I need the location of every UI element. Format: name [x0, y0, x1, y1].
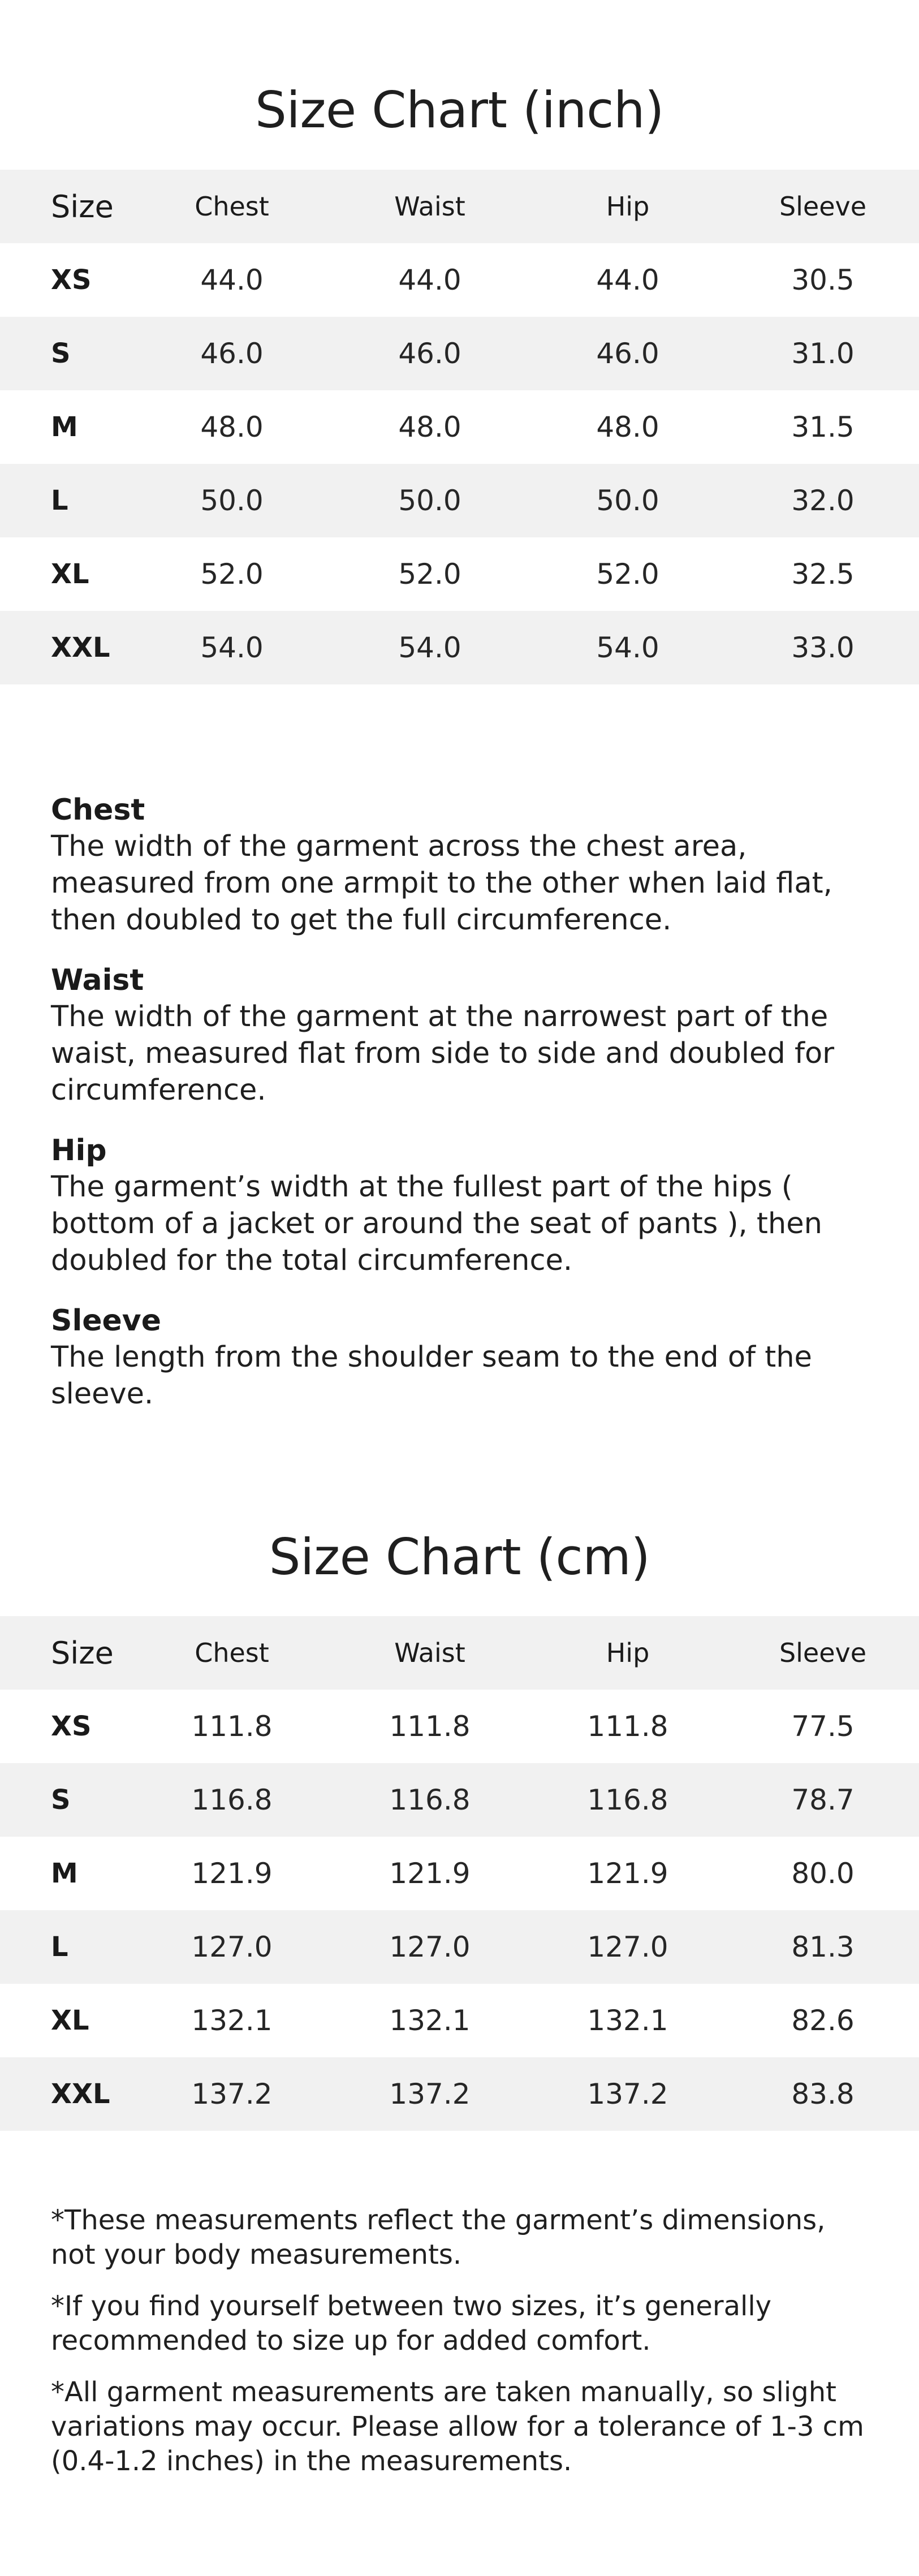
hip-cell: 111.8: [587, 1710, 668, 1743]
size-cell: XL: [51, 2005, 89, 2036]
chest-cell: 121.9: [191, 1857, 273, 1890]
definition-hip: [51, 1132, 877, 1279]
waist-cell: 132.1: [389, 2004, 471, 2037]
inch-header-chest: Chest: [195, 191, 269, 222]
cm-header-waist: Waist: [394, 1638, 465, 1668]
size-cell: XS: [51, 264, 92, 296]
cm-header-hip: Hip: [606, 1638, 650, 1668]
definition-chest: [51, 792, 877, 938]
definition-term: Hip: [51, 1134, 107, 1168]
hip-cell: 137.2: [587, 2078, 668, 2110]
sleeve-cell: 33.0: [791, 631, 855, 664]
cm-header-size: Size: [51, 1635, 114, 1671]
table-row: [0, 1837, 919, 1910]
size-cell: XS: [51, 1711, 92, 1742]
sleeve-cell: 78.7: [791, 1784, 855, 1816]
chest-cell: 44.0: [200, 264, 264, 296]
waist-cell: 54.0: [398, 631, 461, 664]
size-cell: L: [51, 1931, 68, 1963]
definition-text: The garment’s width at the fullest part of the hips ( bottom of a jacket or around the seat of pants ), then doubled for the total circumference.: [51, 1170, 822, 1277]
chest-cell: 137.2: [191, 2078, 273, 2110]
size-cell: XXL: [51, 632, 110, 664]
hip-cell: 44.0: [596, 264, 659, 296]
cm-header-sleeve: Sleeve: [779, 1638, 867, 1668]
sleeve-cell: 77.5: [791, 1710, 855, 1743]
hip-cell: 48.0: [596, 411, 659, 443]
inch-header-waist: Waist: [394, 191, 465, 222]
sleeve-cell: 83.8: [791, 2078, 855, 2110]
sleeve-cell: 32.5: [791, 558, 855, 591]
sleeve-cell: 31.5: [791, 411, 855, 443]
waist-cell: 50.0: [398, 484, 461, 517]
size-cell: XL: [51, 558, 89, 590]
sleeve-cell: 31.0: [791, 337, 855, 370]
sleeve-cell: 32.0: [791, 484, 855, 517]
definition-sleeve: [51, 1303, 877, 1412]
table-row: [0, 243, 919, 317]
measurement-definitions: [51, 792, 877, 1436]
sleeve-cell: 81.3: [791, 1931, 855, 1963]
waist-cell: 121.9: [389, 1857, 471, 1890]
waist-cell: 137.2: [389, 2078, 471, 2110]
definition-text: The length from the shoulder seam to the end of the sleeve.: [51, 1341, 812, 1411]
definition-text: The width of the garment across the chest area, measured from one armpit to the other when laid flat, then doubled to get the full circumference.: [51, 830, 832, 937]
table-row: [0, 537, 919, 611]
chest-cell: 127.0: [191, 1931, 273, 1963]
inch-size-table: [0, 170, 919, 684]
sleeve-cell: 82.6: [791, 2004, 855, 2037]
definition-term: Chest: [51, 793, 145, 827]
size-cell: M: [51, 1858, 78, 1889]
note-tolerance: *All garment measurements are taken manually, so slight variations may occur. Please allow for a tolerance of 1-3 cm (0.4-1.2 inches) in the measurements.: [51, 2376, 864, 2477]
hip-cell: 121.9: [587, 1857, 668, 1890]
table-row: [0, 1763, 919, 1837]
table-row: [0, 1690, 919, 1763]
table-row: [0, 1910, 919, 1984]
cm-header-chest: Chest: [195, 1638, 269, 1668]
table-row: [0, 1984, 919, 2057]
hip-cell: 54.0: [596, 631, 659, 664]
table-row: [0, 611, 919, 684]
measurement-notes: [51, 2203, 877, 2496]
chest-cell: 132.1: [191, 2004, 273, 2037]
table-row: [0, 2057, 919, 2131]
waist-cell: 116.8: [389, 1784, 471, 1816]
hip-cell: 52.0: [596, 558, 659, 591]
chest-cell: 46.0: [200, 337, 264, 370]
waist-cell: 48.0: [398, 411, 461, 443]
definition-term: Waist: [51, 963, 144, 997]
cm-size-table: [0, 1616, 919, 2131]
table-row: [0, 464, 919, 537]
size-cell: XXL: [51, 2078, 110, 2110]
cm-table-header-row: [0, 1616, 919, 1690]
table-row: [0, 390, 919, 464]
chest-cell: 52.0: [200, 558, 264, 591]
waist-cell: 127.0: [389, 1931, 471, 1963]
chest-cell: 111.8: [191, 1710, 273, 1743]
inch-header-size: Size: [51, 188, 114, 225]
waist-cell: 46.0: [398, 337, 461, 370]
definition-waist: [51, 962, 877, 1109]
table-row: [0, 317, 919, 390]
note-size-up: *If you find yourself between two sizes, it’s generally recommended to size up for added comfort.: [51, 2290, 772, 2357]
size-cell: S: [51, 1784, 71, 1816]
cm-chart-title: Size Chart (cm): [269, 1528, 650, 1586]
waist-cell: 52.0: [398, 558, 461, 591]
size-cell: M: [51, 411, 78, 443]
definition-text: The width of the garment at the narrowest part of the waist, measured flat from side to side and doubled for circumference.: [51, 1000, 835, 1107]
sleeve-cell: 30.5: [791, 264, 855, 296]
inch-table-header-row: [0, 170, 919, 243]
hip-cell: 127.0: [587, 1931, 668, 1963]
chest-cell: 48.0: [200, 411, 264, 443]
chest-cell: 50.0: [200, 484, 264, 517]
size-cell: L: [51, 485, 68, 516]
hip-cell: 132.1: [587, 2004, 668, 2037]
inch-header-sleeve: Sleeve: [779, 191, 867, 222]
waist-cell: 111.8: [389, 1710, 471, 1743]
note-garment-dimensions: *These measurements reflect the garment’s dimensions, not your body measurements.: [51, 2204, 826, 2271]
chest-cell: 54.0: [200, 631, 264, 664]
hip-cell: 46.0: [596, 337, 659, 370]
chest-cell: 116.8: [191, 1784, 273, 1816]
waist-cell: 44.0: [398, 264, 461, 296]
hip-cell: 116.8: [587, 1784, 668, 1816]
inch-header-hip: Hip: [606, 191, 650, 222]
definition-term: Sleeve: [51, 1304, 161, 1338]
sleeve-cell: 80.0: [791, 1857, 855, 1890]
hip-cell: 50.0: [596, 484, 659, 517]
size-cell: S: [51, 338, 71, 369]
inch-chart-title: Size Chart (inch): [255, 81, 664, 139]
